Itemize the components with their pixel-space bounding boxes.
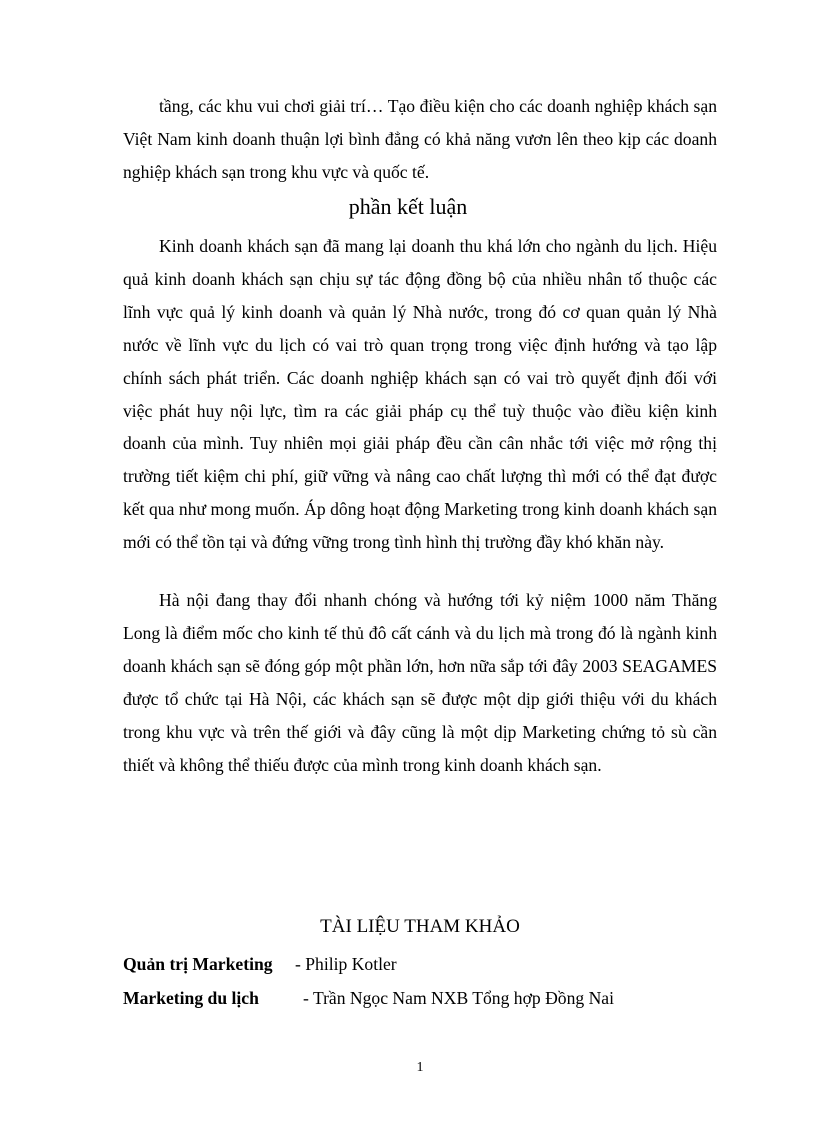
conclusion-paragraph-2: Hà nội đang thay đổi nhanh chóng và hướng tới kỷ niệm 1000 năm Thăng Long là điểm mốc cho kinh tế thủ đô cất cánh và du lịch mà trong đó là ngành kinh doanh khách sạn sẽ đóng góp một phần lớn, hơn nữa sắp tới đây 2003 SEAGAMES được tổ chức tại Hà Nội, các khách sạn sẽ được một dịp giới thiệu với du khách trong khu vực và trên thế giới và đây cũng là một dịp Marketing chứng tỏ sù cần thiết và không thể thiếu được của mình trong kinh doanh khách sạn. <box>123 590 717 775</box>
conclusion-paragraph-1: Kinh doanh khách sạn đã mang lại doanh thu khá lớn cho ngành du lịch. Hiệu quả kinh doanh khách sạn chịu sự tác động đồng bộ của nhiều nhân tố thuộc các lĩnh vực quả lý kinh doanh và quản lý Nhà nước, trong đó cơ quan quản lý Nhà nước về lĩnh vực du lịch có vai trò quan trọng trong việc định hướng và tạo lập chính sách phát triển. Các doanh nghiệp khách sạn có vai trò quyết định đối với việc phát huy nội lực, tìm ra các giải pháp cụ thể tuỳ thuộc vào điều kiện kinh doanh của mình. Tuy nhiên mọi giải pháp đều cần cân nhắc tới việc mở rộng thị trường tiết kiệm chi phí, giữ vững và nâng cao chất lượng thì mới có thể đạt được kết qua như mong muốn. Áp dông hoạt động Marketing trong kinh doanh khách sạn mới có thể tồn tại và đứng vững trong tình hình thị trường đầy khó khăn này. <box>123 236 717 553</box>
reference-title: Marketing du lịch <box>123 988 259 1008</box>
reference-item <box>123 983 614 1013</box>
reference-author: - Trần Ngọc Nam NXB Tổng hợp Đồng Nai <box>303 988 614 1008</box>
reference-item <box>123 949 397 979</box>
intro-paragraph: tầng, các khu vui chơi giải trí… Tạo điều kiện cho các doanh nghiệp khách sạn Việt Nam kinh doanh thuận lợi bình đẳng có khả năng vươn lên theo kịp các doanh nghiệp khách sạn trong khu vực và quốc tế. <box>123 96 717 182</box>
page-number: 1 <box>416 1060 424 1075</box>
reference-author: - Philip Kotler <box>295 954 397 974</box>
reference-title: Quản trị Marketing <box>123 954 273 974</box>
references-heading: TÀI LIỆU THAM KHẢO <box>320 916 520 937</box>
conclusion-heading: phần kết luận <box>348 194 468 219</box>
